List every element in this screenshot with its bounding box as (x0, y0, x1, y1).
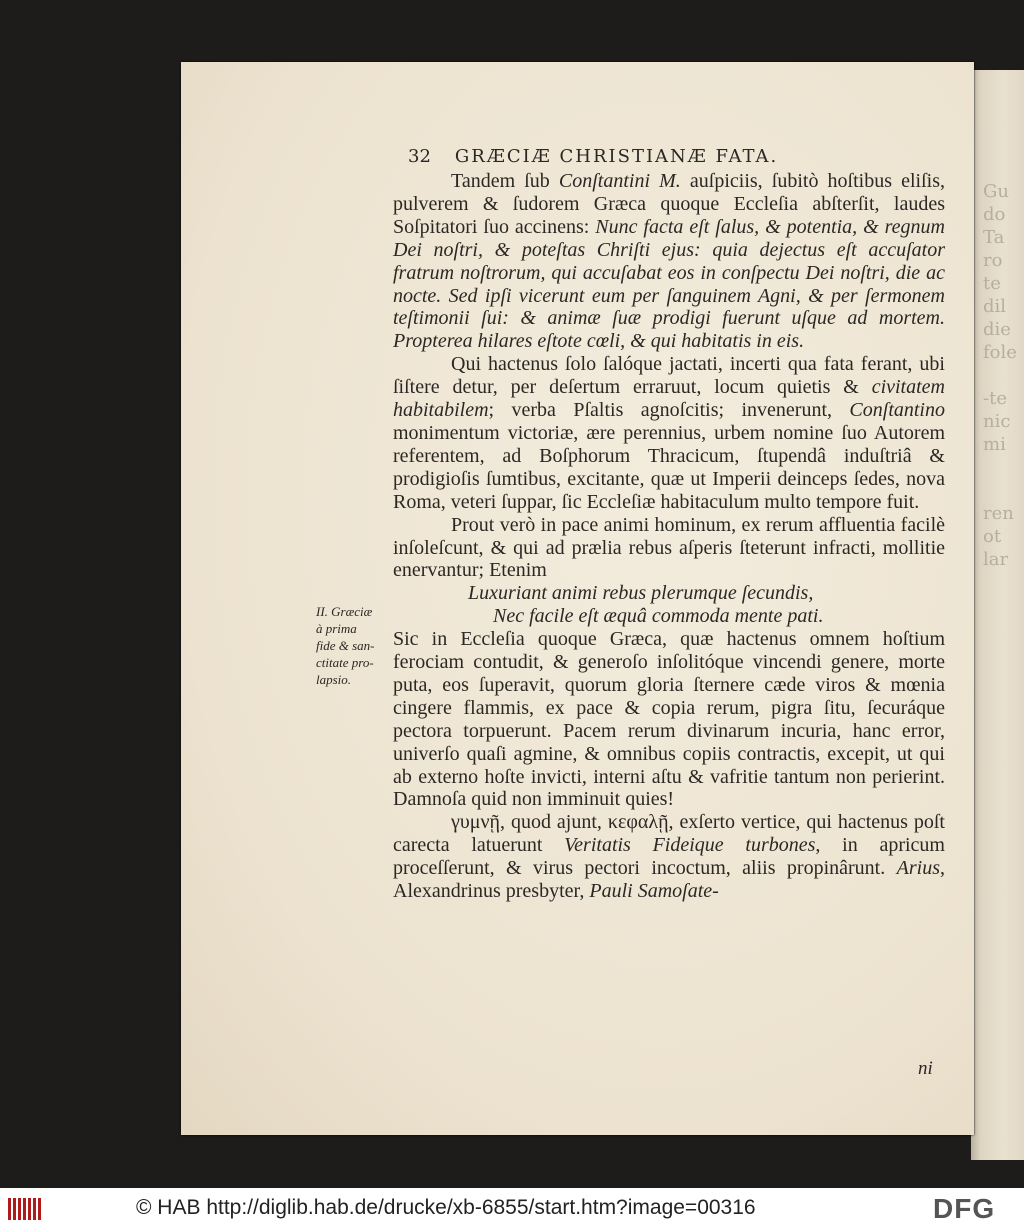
margin-note-line: à prima (316, 621, 357, 636)
text-run-italic: Conſtantino (849, 399, 945, 422)
text-run: , exſerto vertice, qui hactenus poſt carecta latuerunt (393, 811, 945, 857)
running-title: GRÆCIÆ CHRISTIANÆ FATA. (454, 146, 779, 167)
paragraph-2 (393, 353, 945, 513)
text-run: , quod ajunt, (499, 811, 608, 834)
facing-page-edge (971, 70, 1024, 1160)
text-run-italic: Pauli Samoſate- (589, 880, 719, 903)
hab-logo-icon (6, 1194, 46, 1224)
dfg-logo: DFG (933, 1193, 996, 1224)
paragraph-3: Prout verò in pace animi hominum, ex rerum affluentia facilè inſoleſcunt, & qui ad prælia rebus aſperis ſteterunt infracti, mollitie enervantur; Etenim (393, 513, 945, 582)
text-run-italic: civitatem habitabilem (393, 376, 945, 422)
text-run: Tandem ſub (451, 170, 559, 192)
footer-bar (0, 1188, 1024, 1228)
margin-note (316, 603, 392, 688)
text-run: monimentum victoriæ, ære perennius, urbem nomine ſuo Autorem referentem, ad Boſphorum Thracicum, ſtupendâ induſtriâ & prodigioſis ſumtibus, excitante, quæ ut Imperii deinceps ſedes, nova Roma, veteri ſuppar, ſic Eccleſiæ habitaculum multo tempore fuit. (393, 421, 945, 513)
greek-word: γυμνῇ (451, 811, 500, 834)
catchword: ni (918, 1058, 933, 1079)
margin-note-line: fide & san- (316, 638, 375, 653)
bleed-through-text: Gu do Ta ro te dil die fole -te nic mi ren ot lar (983, 181, 1017, 570)
text-run-italic: Conſtantini M. (558, 170, 681, 192)
margin-note-line: ctitate pro- (316, 655, 374, 670)
running-head (408, 146, 878, 167)
scripture-quote: Nunc facta eſt ſalus, & potentia, & regnum Dei noſtri, & poteſtas Chriſti ejus: quia dejectus eſt accuſator fratrum noſtrorum, qui accuſabat eos in conſpectu Dei noſtri, die ac nocte. Sed ipſi vicerunt eum per ſanguinem Agni, & per ſermonem teſtimonii ſui: & animæ ſuæ prodigi fuerunt uſque ad mortem. Propterea hilares eſtote cœli, & qui habitatis in eis. (393, 215, 945, 353)
text-run-italic: Veritatis Fideique turbones (564, 834, 816, 857)
paragraph-4: Sic in Eccleſia quoque Græca, quæ hactenus omnem hoſtium ferociam contudit, & generoſo inſolitóque vincendi genere, morte puta, eos ſuperavit, quorum gloria ſternere cæde viros & mœnia cingere flammis, ex pace & copia rerum, pigra ſitu, ſecuráque pectora torpuerunt. Pacem rerum divinarum incuria, hanc error, univerſo quaſi agmine, & omnibus copiis contractis, excepit, ut qui ab externo hoſte invicti, interni aſtu & vafritie tantum non perierint. Damnoſa quid non imminuit quies! (393, 628, 945, 811)
text-run: ; verba Pſaltis agnoſcitis; invenerunt, (488, 399, 850, 422)
greek-word: κεφαλῇ (607, 811, 669, 834)
margin-note-line: II. Græciæ (316, 604, 373, 619)
copyright-link[interactable]: © HAB http://diglib.hab.de/drucke/xb-6855/start.htm?image=00316 (136, 1196, 756, 1219)
text-run: , in apricum proceſſerunt, & virus pectori incoctum, aliis propinârunt. (393, 834, 945, 880)
text-run: Qui hactenus ſolo ſalóque jactati, incerti qua fata ferant, ubi ſiſtere detur, per deſertum erraruut, locum quietis & (393, 353, 945, 399)
verse-line-2: Nec facile eſt æquâ commoda mente pati. (493, 605, 824, 628)
body-text (393, 170, 945, 903)
margin-note-line: lapsio. (316, 672, 352, 687)
text-run: auſpiciis, ſubitò hoſtibus eliſis, pulverem & ſudorem Græca quoque Eccleſia abſterſit, laudes Soſpitatori ſuo accinens: (393, 170, 945, 238)
text-run: , Alexandrinus presbyter, (393, 857, 945, 903)
paragraph-1 (393, 170, 945, 353)
verse-line-1: Luxuriant animi rebus plerumque ſecundis, (468, 582, 814, 605)
paragraph-5 (393, 811, 945, 903)
page-number: 32 (408, 146, 431, 167)
text-run-italic: Arius (896, 857, 940, 880)
